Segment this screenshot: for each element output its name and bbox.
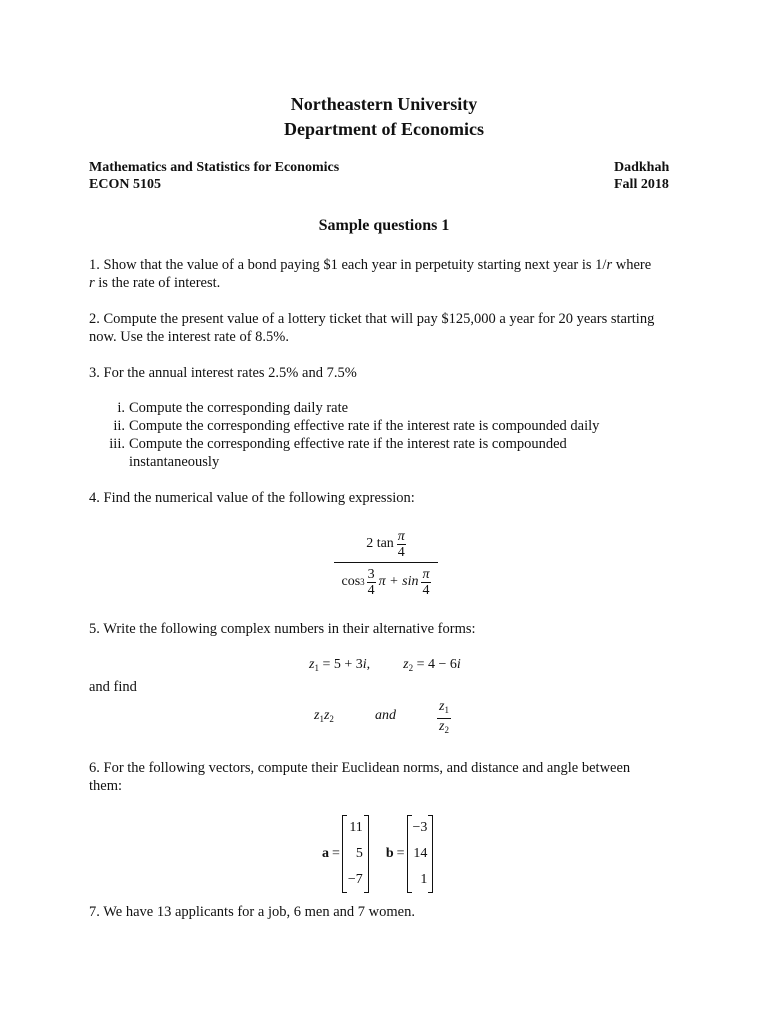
q4-cube: 3 bbox=[360, 577, 365, 587]
q6-vectors bbox=[322, 815, 433, 893]
q4-num-coef: 2 tan bbox=[366, 536, 394, 551]
q1-text-b: where bbox=[612, 257, 652, 273]
q4-frac-pi-over-4-b bbox=[421, 567, 430, 598]
q5-product bbox=[314, 708, 334, 724]
q1-var-r: r bbox=[606, 257, 613, 273]
q4-numerator bbox=[334, 526, 438, 562]
q5-prod-sub1: 1 bbox=[319, 714, 324, 724]
document-title: Sample questions 1 bbox=[318, 217, 450, 234]
q6-b-eq: = bbox=[396, 846, 405, 861]
question-2-line-1: 2. Compute the present value of a lottery ticket that will pay $125,000 a year for 20 years starting bbox=[89, 311, 655, 327]
q6-a-3: −7 bbox=[347, 872, 363, 887]
q5-prod-z1: z bbox=[314, 708, 320, 723]
q3-item-2 bbox=[102, 418, 599, 435]
question-2-line-2: now. Use the interest rate of 8.5%. bbox=[89, 329, 289, 345]
q5-comma: , bbox=[366, 657, 371, 672]
q6-a-label: a bbox=[322, 846, 329, 861]
q5-z1-sub: 1 bbox=[314, 663, 319, 673]
q6-vector-b bbox=[407, 815, 434, 893]
q4-plus-sin: π + sin bbox=[378, 574, 419, 589]
q3-item-2-text: Compute the corresponding effective rate if the interest rate is compounded daily bbox=[129, 418, 600, 434]
q5-z1-var: z bbox=[309, 657, 315, 672]
q4-frac-pi-over-4-a bbox=[397, 529, 406, 560]
q3-item-1-num: i. bbox=[117, 400, 125, 416]
q5-z2-sub: 2 bbox=[408, 663, 414, 673]
q5-z2-var: z bbox=[403, 657, 409, 672]
q5-and-find: and find bbox=[89, 679, 137, 695]
q4-expression bbox=[334, 526, 438, 601]
q6-b-2: 14 bbox=[413, 846, 428, 861]
q1-text-a: 1. Show that the value of a bond paying $1 each year in perpetuity starting next year is 1/ bbox=[89, 257, 607, 273]
term: Fall 2018 bbox=[614, 177, 669, 192]
q4-frac-3-over-4 bbox=[367, 567, 376, 598]
q6-b-3: 1 bbox=[420, 872, 428, 887]
course-title: Mathematics and Statistics for Economics bbox=[89, 160, 340, 175]
q5-quot-num-z: z bbox=[439, 699, 445, 714]
q1-line2-var: r bbox=[89, 275, 95, 291]
q3-item-2-num: ii. bbox=[113, 418, 125, 434]
q5-quot-den bbox=[439, 719, 449, 738]
q5-quotient-fraction bbox=[437, 699, 451, 738]
q5-z1-rhs: = 5 + 3 bbox=[318, 657, 363, 672]
q6-a-eq: = bbox=[332, 846, 340, 861]
q3-item-3-num: iii. bbox=[109, 436, 125, 452]
q5-z2-i: i bbox=[456, 657, 461, 672]
q4-frac-a-num: π bbox=[397, 528, 405, 544]
q5-quotient bbox=[437, 699, 451, 738]
q4-frac-a-den: 4 bbox=[397, 544, 405, 560]
q3-item-3-text: Compute the corresponding effective rate if the interest rate is compounded bbox=[129, 436, 567, 452]
q5-complex-numbers bbox=[309, 657, 461, 673]
q4-cos: cos bbox=[341, 574, 361, 589]
q6-b-1: −3 bbox=[412, 820, 428, 835]
q4-frac-c-den: 4 bbox=[422, 582, 430, 598]
q5-prod-z2: z bbox=[323, 708, 330, 723]
q6-a-1: 11 bbox=[349, 820, 363, 835]
q4-frac-c-num: π bbox=[422, 566, 430, 582]
q5-quot-den-z: z bbox=[439, 719, 445, 734]
q3-item-3 bbox=[102, 436, 567, 453]
q5-z1-i: i bbox=[362, 657, 367, 672]
question-4-intro: 4. Find the numerical value of the following expression: bbox=[89, 490, 415, 506]
question-6-line-2: them: bbox=[89, 778, 123, 794]
question-1-line-1 bbox=[89, 257, 651, 274]
question-3-intro: 3. For the annual interest rates 2.5% and 7.5% bbox=[89, 365, 357, 381]
q4-frac-b-den: 4 bbox=[367, 582, 375, 598]
question-1-line-2 bbox=[89, 275, 220, 292]
q6-a-2: 5 bbox=[355, 846, 363, 861]
course-code: ECON 5105 bbox=[89, 177, 161, 192]
q1-line2-rest: is the rate of interest. bbox=[94, 275, 221, 291]
instructor-name: Dadkhah bbox=[614, 160, 670, 175]
q5-quot-num-sub: 1 bbox=[444, 705, 449, 715]
q4-frac-b-num: 3 bbox=[367, 566, 375, 582]
question-6-line-1: 6. For the following vectors, compute their Euclidean norms, and distance and angle between bbox=[89, 760, 631, 776]
q5-z2-rhs: = 4 − 6 bbox=[413, 657, 457, 672]
q5-prod-sub2: 2 bbox=[329, 714, 334, 724]
q5-and: and bbox=[375, 708, 396, 723]
q3-item-3-continuation: instantaneously bbox=[129, 454, 220, 470]
university-name: Northeastern University bbox=[290, 94, 478, 114]
q4-denominator bbox=[334, 563, 438, 601]
question-5-intro: 5. Write the following complex numbers in their alternative forms: bbox=[89, 621, 476, 637]
department-name: Department of Economics bbox=[284, 119, 484, 139]
q5-quot-den-sub: 2 bbox=[444, 725, 449, 735]
q6-vector-a bbox=[342, 815, 369, 893]
q3-item-1 bbox=[102, 400, 348, 417]
q3-item-1-text: Compute the corresponding daily rate bbox=[129, 400, 349, 416]
q6-b-label: b bbox=[385, 846, 394, 861]
q5-quot-num bbox=[437, 699, 451, 719]
question-7: 7. We have 13 applicants for a job, 6 men and 7 women. bbox=[89, 904, 415, 920]
